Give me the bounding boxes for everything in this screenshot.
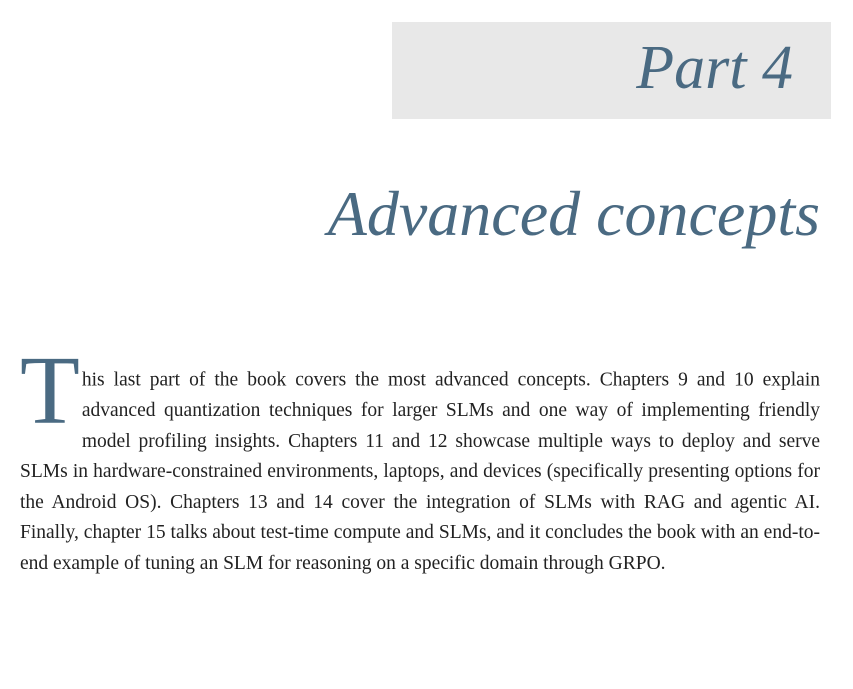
intro-text: his last part of the book covers the most advanced concepts. Chapters 9 and 10 explain advanced quantization techniques for larger SLMs and one way of implementing friendly model profiling insights. Chapters 11 and 12 showcase multiple ways to deploy and serve SLMs in hardware-constrained environments, laptops, and devices (specifically presenting options for the Android OS). Chapters 13 and 14 cover the integration of SLMs with RAG and agentic AI. Finally, chapter 15 talks about test-time compute and SLMs, and it concludes the book with an end-to-end example of tuning an SLM for reasoning on a specific domain through GRPO. [20, 369, 820, 574]
part-heading: Advanced concepts [327, 178, 820, 249]
part-title [636, 28, 793, 108]
part-label: Part 4 [636, 34, 793, 102]
part-banner [392, 22, 831, 119]
intro-paragraph [20, 337, 820, 579]
drop-cap: T [20, 337, 80, 445]
